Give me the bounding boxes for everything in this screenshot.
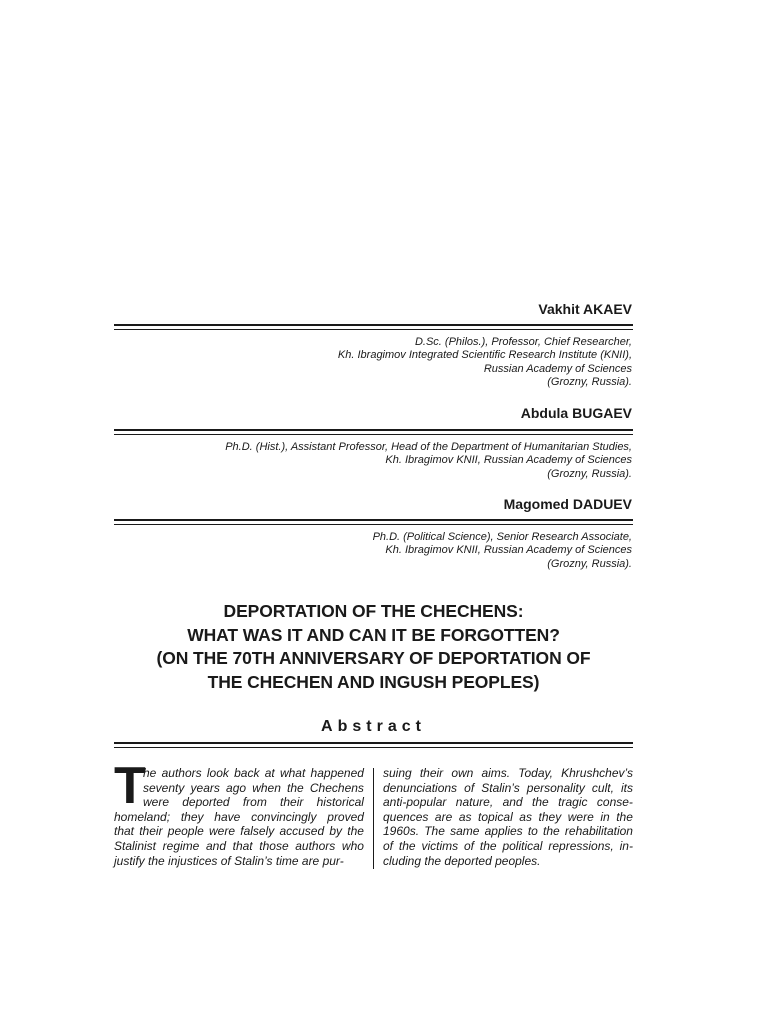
abstract-word: accused [279, 824, 325, 839]
abstract-word: suing [383, 766, 412, 780]
abstract-line [383, 766, 633, 781]
abstract-word: deported [444, 853, 496, 868]
abstract-line [114, 795, 364, 810]
abstract-word: the [424, 853, 445, 868]
author-name-bugaev: Abdula BUGAEV [520, 405, 632, 421]
abstract-word: Khrushchev’s [561, 766, 633, 780]
abstract-line [114, 854, 364, 869]
abstract-word: the [148, 853, 169, 868]
title-line: (ON THE 70TH ANNIVERSARY OF DEPORTATION OF [156, 648, 591, 668]
abstract-word: deported [182, 795, 230, 810]
abstract-word: what [279, 766, 306, 780]
abstract-word: those [259, 838, 289, 853]
abstract-word: Chechens [309, 780, 364, 795]
abstract-word: the [543, 824, 560, 839]
abstract-word: back [234, 766, 260, 780]
affiliation-line: (Grozny, Russia). [547, 557, 632, 570]
abstract-word: ago [226, 780, 247, 795]
abstract-word: the [479, 838, 497, 853]
divider-rule [114, 519, 633, 521]
abstract-line [114, 824, 364, 839]
abstract-word: quences [383, 809, 429, 824]
title-line: DEPORTATION OF THE CHECHENS: [223, 601, 524, 621]
abstract-word: have [214, 809, 241, 824]
abstract-word: historical [316, 795, 364, 810]
author-name-daduev: Magomed DADUEV [503, 496, 632, 512]
divider-rule [114, 434, 633, 435]
affiliation-line: Ph.D. (Hist.), Assistant Professor, Head of the Department of Humanitarian Studies, [225, 441, 632, 453]
title-line: THE CHECHEN AND INGUSH PEOPLES) [207, 671, 540, 692]
affiliation-line: D.Sc. (Philos.), Professor, Chief Researcher, [414, 336, 632, 348]
abstract-word: same [450, 824, 480, 839]
abstract-word: were [209, 824, 236, 839]
abstract-word: peoples. [495, 853, 541, 868]
abstract-word: as [519, 809, 532, 824]
abstract-word: years [190, 780, 220, 795]
abstract-word: repressions, [548, 838, 614, 853]
abstract-word: proved [327, 809, 364, 824]
abstract-line [114, 810, 364, 825]
abstract-word: political [502, 838, 543, 853]
abstract-word: 1960s. [383, 824, 420, 839]
abstract-word: the [398, 838, 416, 853]
abstract-word: in- [619, 838, 633, 853]
abstract-word: in [600, 809, 610, 824]
abstract-word: of [464, 838, 475, 853]
abstract-line [114, 766, 364, 781]
abstract-word: happened [310, 766, 364, 780]
abstract-word: justify [114, 853, 149, 868]
abstract-word: Stalin’s [234, 853, 276, 868]
abstract-word: from [242, 795, 267, 810]
abstract-word: were [143, 795, 170, 810]
abstract-word: he [143, 766, 157, 780]
abstract-word: of [220, 853, 235, 868]
abstract-left-column [114, 766, 364, 868]
abstract-word: were [567, 809, 594, 824]
abstract-word: its [620, 780, 633, 795]
column-divider [373, 768, 374, 869]
abstract-word: the [616, 809, 633, 824]
divider-rule [114, 742, 633, 744]
abstract-word: that [232, 838, 253, 853]
abstract-word: applies [484, 824, 523, 839]
abstract-word: cluding [383, 853, 425, 868]
abstract-word: denunciations [383, 780, 458, 795]
affiliation-line: Ph.D. (Political Science), Senior Research Associate, [372, 531, 632, 543]
abstract-word: by [329, 824, 343, 839]
abstract-word: aims. [481, 766, 511, 780]
title-line: WHAT WAS IT AND CAN IT BE FORGOTTEN? [187, 624, 560, 645]
author-affiliation-bugaev [225, 441, 632, 481]
abstract-line [114, 781, 364, 796]
abstract-word: and [502, 795, 523, 810]
abstract-word: own [451, 766, 474, 780]
abstract-word: of [464, 780, 475, 795]
drop-cap: T [114, 757, 146, 815]
abstract-word: topical [478, 809, 513, 824]
abstract-word: authors [161, 766, 202, 780]
abstract-word: pur- [322, 853, 344, 868]
abstract-word: convincingly [251, 809, 317, 824]
abstract-word: cult, [591, 780, 614, 795]
abstract-word: injustices [168, 853, 221, 868]
abstract-word: conse- [596, 795, 633, 810]
abstract-word: Stalin’s [481, 780, 520, 795]
abstract-word: falsely [240, 824, 275, 839]
abstract-word: at [264, 766, 275, 780]
abstract-heading: Abstract [321, 718, 426, 735]
abstract-line [383, 810, 633, 825]
abstract-word: who [341, 838, 364, 853]
abstract-word: and [205, 838, 226, 853]
affiliation-line: (Grozny, Russia). [547, 376, 632, 389]
abstract-word: homeland; [114, 809, 171, 824]
abstract-word: as [458, 809, 472, 824]
affiliation-line: Kh. Ibragimov Integrated Scientific Research Institute (KNII), [337, 349, 632, 362]
abstract-line [383, 854, 633, 869]
abstract-word: The [424, 824, 445, 839]
abstract-word: Today, [518, 766, 553, 780]
abstract-word: time [275, 853, 302, 868]
abstract-word: rehabilitation [564, 824, 633, 839]
abstract-line [114, 839, 364, 854]
abstract-word: personality [526, 780, 585, 795]
affiliation-line: Kh. Ibragimov KNII, Russian Academy of Sciences [385, 454, 632, 467]
abstract-word: regime [162, 838, 200, 853]
divider-rule [114, 329, 633, 330]
abstract-word: they [538, 809, 562, 824]
abstract-line [383, 824, 633, 839]
author-affiliation-akaev [338, 336, 632, 390]
affiliation-line: (Grozny, Russia). [547, 467, 632, 480]
abstract-word: their [419, 766, 444, 780]
abstract-word: look [206, 766, 229, 780]
abstract-word: are [301, 853, 323, 868]
author-affiliation-daduev [373, 531, 632, 571]
abstract-word: that [114, 824, 135, 839]
abstract-word: their [280, 795, 304, 810]
abstract-word: the [347, 824, 364, 839]
abstract-line [383, 781, 633, 796]
abstract-word: seventy [143, 780, 185, 795]
abstract-word: victims [421, 838, 459, 853]
abstract-word: to [527, 824, 538, 839]
abstract-word: they [180, 809, 204, 824]
abstract-line [383, 839, 633, 854]
abstract-word: their [139, 824, 163, 839]
article-title [114, 600, 633, 694]
divider-rule [114, 524, 633, 525]
abstract-word: when [252, 780, 281, 795]
abstract-word: Stalinist [114, 838, 157, 853]
abstract-line [383, 795, 633, 810]
divider-rule [114, 324, 633, 326]
abstract-word: anti-popular [383, 795, 447, 810]
abstract-word: authors [295, 838, 336, 853]
abstract-word: the [287, 780, 304, 795]
divider-rule [114, 747, 633, 748]
abstract-word: people [167, 824, 204, 839]
abstract-word: of [383, 838, 394, 853]
abstract-word: the [532, 795, 549, 810]
abstract-right-column [383, 766, 633, 868]
abstract-word: are [434, 809, 453, 824]
divider-rule [114, 429, 633, 431]
affiliation-line: Russian Academy of Sciences [483, 362, 632, 375]
author-name-akaev: Vakhit AKAEV [538, 301, 632, 317]
abstract-word: nature, [455, 795, 494, 810]
abstract-word: tragic [558, 795, 588, 810]
affiliation-line: Kh. Ibragimov KNII, Russian Academy of Sciences [385, 544, 632, 557]
